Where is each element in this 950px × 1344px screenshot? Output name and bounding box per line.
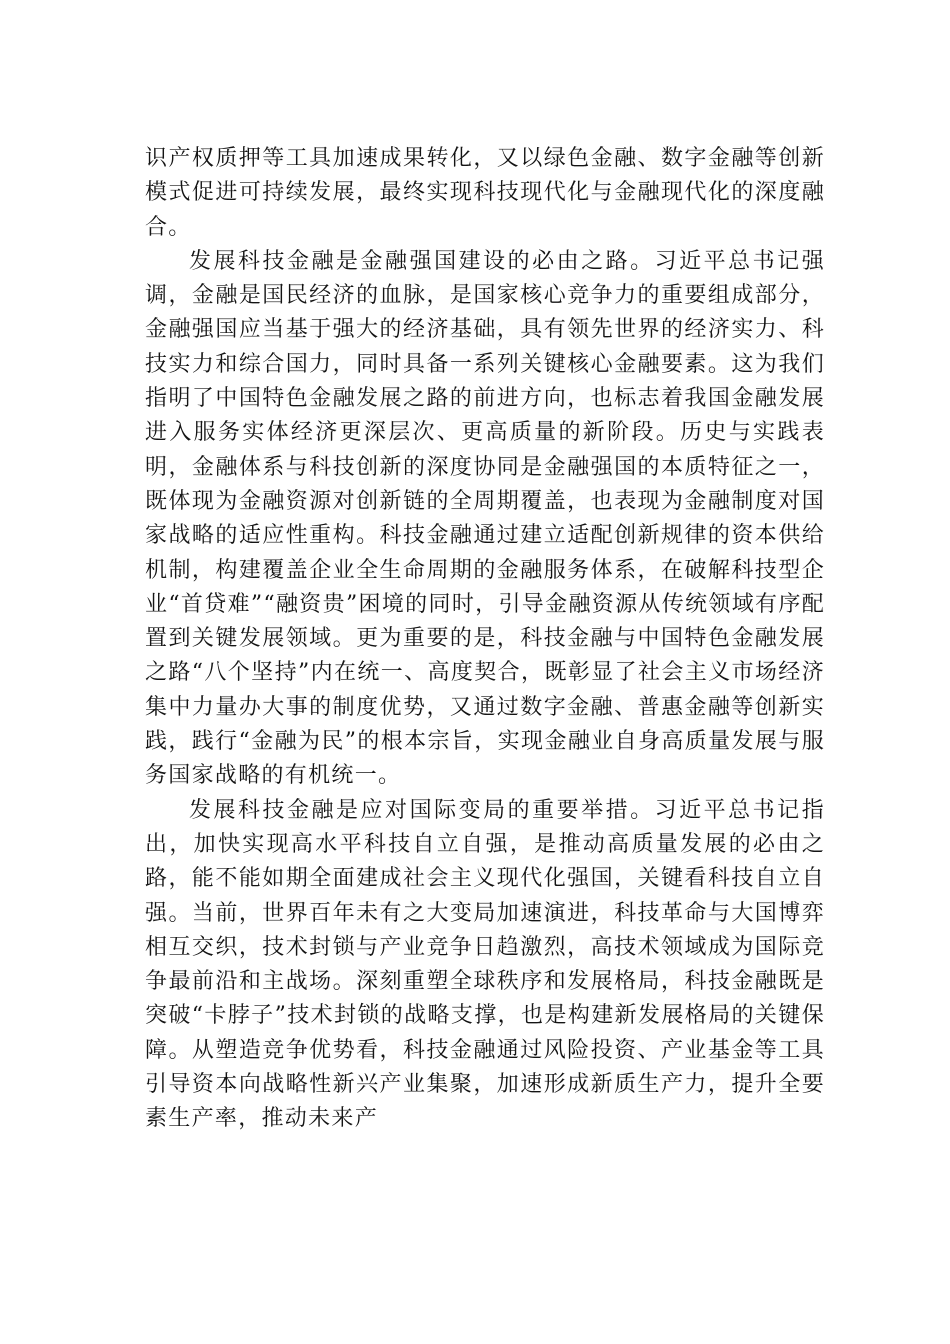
paragraph-continued: 识产权质押等工具加速成果转化，又以绿色金融、数字金融等创新模式促进可持续发展，最终实现科技现代化与金融现代化的深度融合。 [145,146,825,240]
body-text [145,142,825,1137]
paragraph-financial-power: 发展科技金融是金融强国建设的必由之路。习近平总书记强调，金融是国民经济的血脉，是国家核心竞争力的重要组成部分，金融强国应当基于强大的经济基础，具有领先世界的经济实力、科技实力和综合国力，同时具备一系列关键核心金融要素。这为我们指明了中国特色金融发展之路的前进方向，也标志着我国金融发展进入服务实体经济更深层次、更高质量的新阶段。历史与实践表明，金融体系与科技创新的深度协同是金融强国的本质特征之一，既体现为金融资源对创新链的全周期覆盖，也表现为金融制度对国家战略的适应性重构。科技金融通过建立适配创新规律的资本供给机制，构建覆盖企业全生命周期的金融服务体系，在破解科技型企业“首贷难”“融资贵”困境的同时，引导金融资源从传统领域有序配置到关键发展领域。更为重要的是，科技金融与中国特色金融发展之路“八个坚持”内在统一、高度契合，既彰显了社会主义市场经济集中力量办大事的制度优势，又通过数字金融、普惠金融等创新实践，践行“金融为民”的根本宗旨，实现金融业自身高质量发展与服务国家战略的有机统一。 [145,248,825,789]
paragraph-international-changes: 发展科技金融是应对国际变局的重要举措。习近平总书记指出，加快实现高水平科技自立自强，是推动高质量发展的必由之路，能不能如期全面建成社会主义现代化强国，关键看科技自立自强。当前，世界百年未有之大变局加速演进，科技革命与大国博弈相互交织，技术封锁与产业竞争日趋激烈，高技术领域成为国际竞争最前沿和主战场。深刻重塑全球秩序和发展格局，科技金融既是突破“卡脖子”技术封锁的战略支撑，也是构建新发展格局的关键保障。从塑造竞争优势看，科技金融通过风险投资、产业基金等工具引导资本向战略性新兴产业集聚，加速形成新质生产力，提升全要素生产率，推动未来产 [145,797,825,1132]
